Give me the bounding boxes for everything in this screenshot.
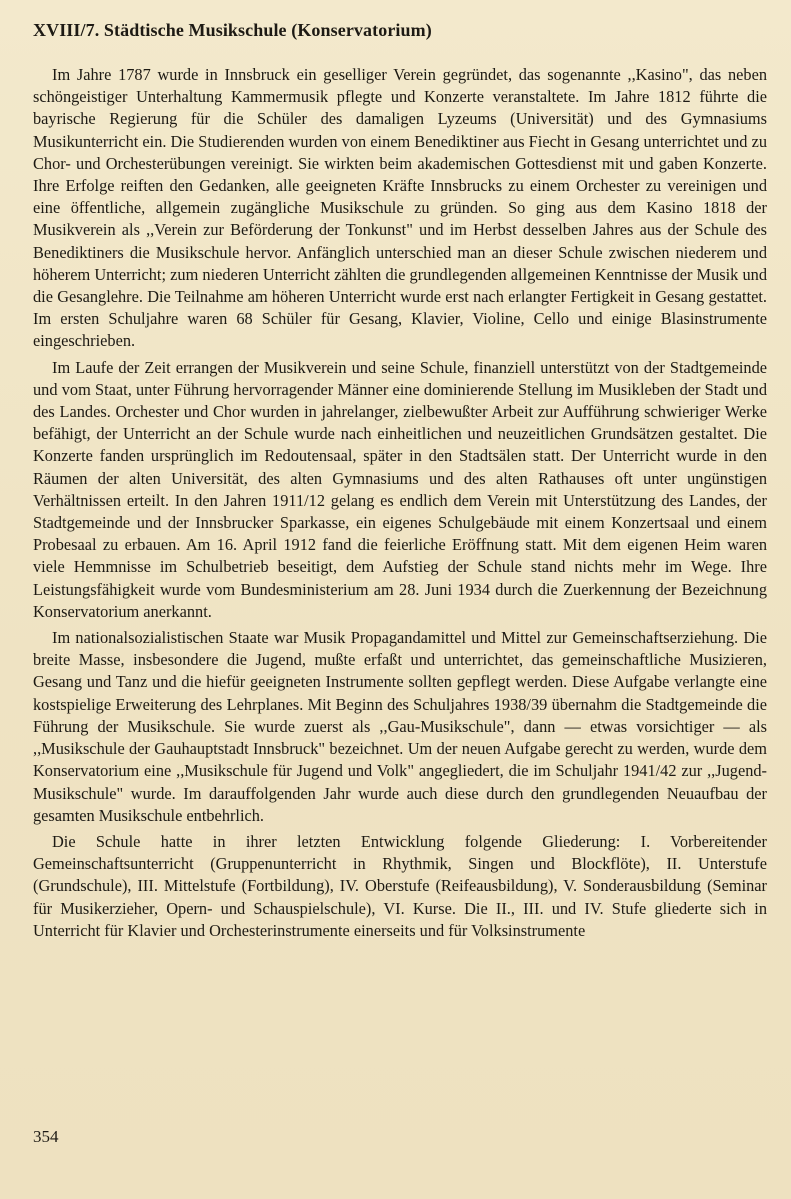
paragraph-school-structure: Die Schule hatte in ihrer letzten Entwicklung folgende Gliederung: I. Vorbereitender Gemeinschaftsunterricht (Gruppenunterricht in Rhythmik, Singen und Blockflöte), II. Unterstufe (Grundschule), III. Mittelstufe (Fortbildung), IV. Oberstufe (Reifeausbildung), V. Sonderausbildung (Seminar für Musikerzieher, Opern- und Schauspielschule), VI. Kurse. Die II., III. und IV. Stufe gliederte sich in Unterricht für Klavier und Orchesterinstrumente einerseits und für Volksinstrumente <box>33 831 767 940</box>
page-number: 354 <box>33 1127 59 1146</box>
section-heading: XVIII/7. Städtische Musikschule (Konservatorium) <box>33 20 432 40</box>
paragraph-musikverein-growth: Im Laufe der Zeit errangen der Musikverein und seine Schule, finanziell unterstützt von der Stadtgemeinde und vom Staat, unter Führung hervorragender Männer eine dominierende Stellung im Musikleben der Stadt und des Landes. Orchester und Chor wurden in jahrelanger, zielbewußter Arbeit zur Aufführung schwieriger Werke befähigt, der Unterricht an der Schule wurde nach einheitlichen und neuzeitlichen Grundsätzen gestaltet. Die Konzerte fanden ursprünglich im Redoutensaal, später in den Stadtsälen statt. Der Unterricht wurde in den Räumen der alten Universität, des alten Gymnasiums und des alten Rathauses oft unter ungünstigen Verhältnissen erteilt. In den Jahren 1911/12 gelang es endlich dem Verein mit Unterstützung des Landes, der Stadtgemeinde und der Innsbrucker Sparkasse, ein eigenes Schulgebäude mit einem Konzertsaal und einem Probesaal zu erbauen. Am 16. April 1912 fand die feierliche Eröffnung statt. Mit dem eigenen Heim waren viele Hemmnisse im Schulbetrieb beseitigt, dem Aufstieg der Schule stand nichts mehr im Wege. Ihre Leistungsfähigkeit wurde vom Bundesministerium am 28. Juni 1934 durch die Zuerkennung der Bezeichnung Konservatorium anerkannt. <box>33 357 767 621</box>
paragraph-national-socialist-era: Im nationalsozialistischen Staate war Musik Propagandamittel und Mittel zur Gemeinschaftserziehung. Die breite Masse, insbesondere die Jugend, mußte erfaßt und unterrichtet, das gemeinschaftliche Musizieren, Gesang und Tanz und die hiefür geeigneten Instrumente sollten gepflegt werden. Diese Aufgabe verlangte eine kostspielige Erweiterung des Lehrplanes. Mit Beginn des Schuljahres 1938/39 übernahm die Stadtgemeinde die Führung der Musikschule. Sie wurde zuerst als ,,Gau-Musikschule", dann — etwas vorsichtiger — als ,,Musikschule der Gauhauptstadt Innsbruck" bezeichnet. Um der neuen Aufgabe gerecht zu werden, wurde dem Konservatorium eine ,,Musikschule für Jugend und Volk" angegliedert, die im Schuljahr 1941/42 zur ,,Jugend-Musikschule" wurde. Im darauffolgenden Jahr wurde auch diese durch den grundlegenden Neuaufbau der gesamten Musikschule entbehrlich. <box>33 628 767 825</box>
body-text <box>33 64 767 942</box>
paragraph-kasino-founding: Im Jahre 1787 wurde in Innsbruck ein geselliger Verein gegründet, das sogenannte ,,Kasino", das neben schöngeistiger Unterhaltung Kammermusik pflegte und Konzerte veranstaltete. Im Jahre 1812 führte die bayrische Regierung für die Schüler des damaligen Lyzeums (Universität) und des Gymnasiums Musikunterricht ein. Die Studierenden wurden von einem Benediktiner aus Fiecht in Gesang unterrichtet und zu Chor- und Orchesterübungen vereinigt. Sie wirkten beim akademischen Gottesdienst mit und gaben Konzerte. Ihre Erfolge reiften den Gedanken, alle geeigneten Kräfte Innsbrucks zu einem Orchester zu vereinigen und eine öffentliche, allgemein zugängliche Musikschule zu gründen. So ging aus dem Kasino 1818 der Musikverein als ,,Verein zur Beförderung der Tonkunst" und im Herbst desselben Jahres aus der Schule des Benediktiners die Musikschule hervor. Anfänglich unterschied man an dieser Schule zwischen niederem und höherem Unterricht; zum niederen Unterricht zählten die grundlegenden allgemeinen Kenntnisse der Musik und die Gesanglehre. Die Teilnahme am höheren Unterricht wurde erst nach erlangter Fertigkeit in Gesang gestattet. Im ersten Schuljahre waren 68 Schüler für Gesang, Klavier, Violine, Cello und einige Blasinstrumente eingeschrieben. <box>33 65 767 351</box>
